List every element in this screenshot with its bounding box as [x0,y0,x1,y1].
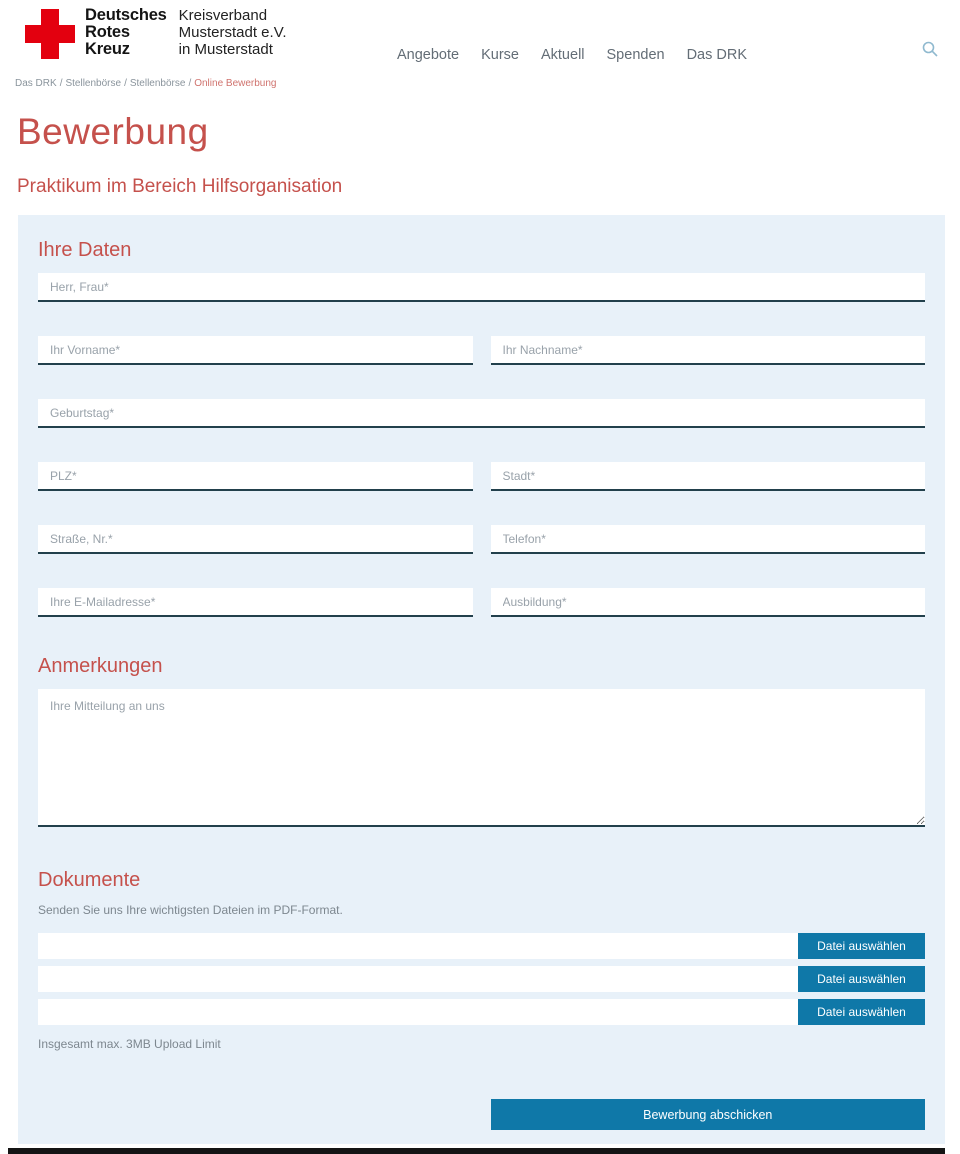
page-subtitle: Praktikum im Bereich Hilfsorganisation [17,176,343,197]
nav-item-kurse[interactable]: Kurse [481,47,519,63]
last-name-field[interactable] [491,336,926,365]
message-textarea[interactable] [38,689,925,827]
zip-field[interactable] [38,462,473,491]
breadcrumb-item-das-drk[interactable]: Das DRK [15,78,57,89]
email-field[interactable] [38,588,473,617]
nav-item-angebote[interactable]: Angebote [397,47,460,63]
choose-file-button-2[interactable]: Datei auswählen [798,966,925,992]
file-name-field-3[interactable] [38,999,798,1025]
page-title: Bewerbung [17,111,209,152]
file-upload-row-3 [38,999,925,1025]
breadcrumb-separator: / [59,78,63,89]
city-field[interactable] [491,462,926,491]
nav-item-aktuell[interactable]: Aktuell [540,47,585,63]
red-cross-icon [25,9,75,59]
field-row [38,588,925,617]
phone-field[interactable] [491,525,926,554]
first-name-field[interactable] [38,336,473,365]
logo-branch-line: Kreisverband [178,7,268,24]
submit-row [38,1099,925,1130]
file-name-field-2[interactable] [38,966,798,992]
footer-bar [8,1148,945,1154]
file-upload-row-2 [38,966,925,992]
section-heading-anmerkungen: Anmerkungen [38,655,163,677]
file-upload-row-1 [38,933,925,959]
logo-org-line: Rotes [85,23,130,42]
birthday-field[interactable] [38,399,925,428]
field-row [38,399,925,428]
breadcrumb-item-stellenboerse-2[interactable]: Stellenbörse [129,78,186,89]
logo-org-name [85,7,167,58]
breadcrumb-item-stellenboerse-1[interactable]: Stellenbörse [65,78,122,89]
upload-description: Senden Sie uns Ihre wichtigsten Dateien im PDF-Format. [38,903,343,917]
breadcrumb-separator: / [124,78,127,89]
drk-logo[interactable] [25,7,287,59]
field-row [38,462,925,491]
choose-file-button-1[interactable]: Datei auswählen [798,933,925,959]
logo-branch-name [179,8,287,58]
file-name-field-1[interactable] [38,933,798,959]
breadcrumb-separator: / [188,78,192,89]
field-row [38,336,925,365]
street-field[interactable] [38,525,473,554]
field-row [38,525,925,554]
field-row [38,273,925,302]
salutation-field[interactable] [38,273,925,302]
section-heading-ihre-daten: Ihre Daten [38,239,132,261]
logo-org-line: Deutsches [85,6,167,24]
logo-org-line: Kreuz [85,40,130,59]
search-icon[interactable] [920,40,940,60]
nav-item-das-drk[interactable]: Das DRK [686,47,748,63]
nav-item-spenden[interactable]: Spenden [606,47,665,63]
choose-file-button-3[interactable]: Datei auswählen [798,999,925,1025]
education-field[interactable] [491,588,926,617]
application-form [18,215,945,1144]
logo-branch-line: in Musterstadt [178,40,273,58]
site-header [0,0,960,74]
breadcrumb [15,78,945,89]
section-heading-dokumente: Dokumente [38,869,141,891]
main-nav [397,47,747,63]
upload-limit-note: Insgesamt max. 3MB Upload Limit [38,1037,221,1051]
submit-application-button[interactable]: Bewerbung abschicken [491,1099,926,1130]
logo-branch-line: Musterstadt e.V. [178,23,287,41]
breadcrumb-current: Online Bewerbung [194,78,277,89]
